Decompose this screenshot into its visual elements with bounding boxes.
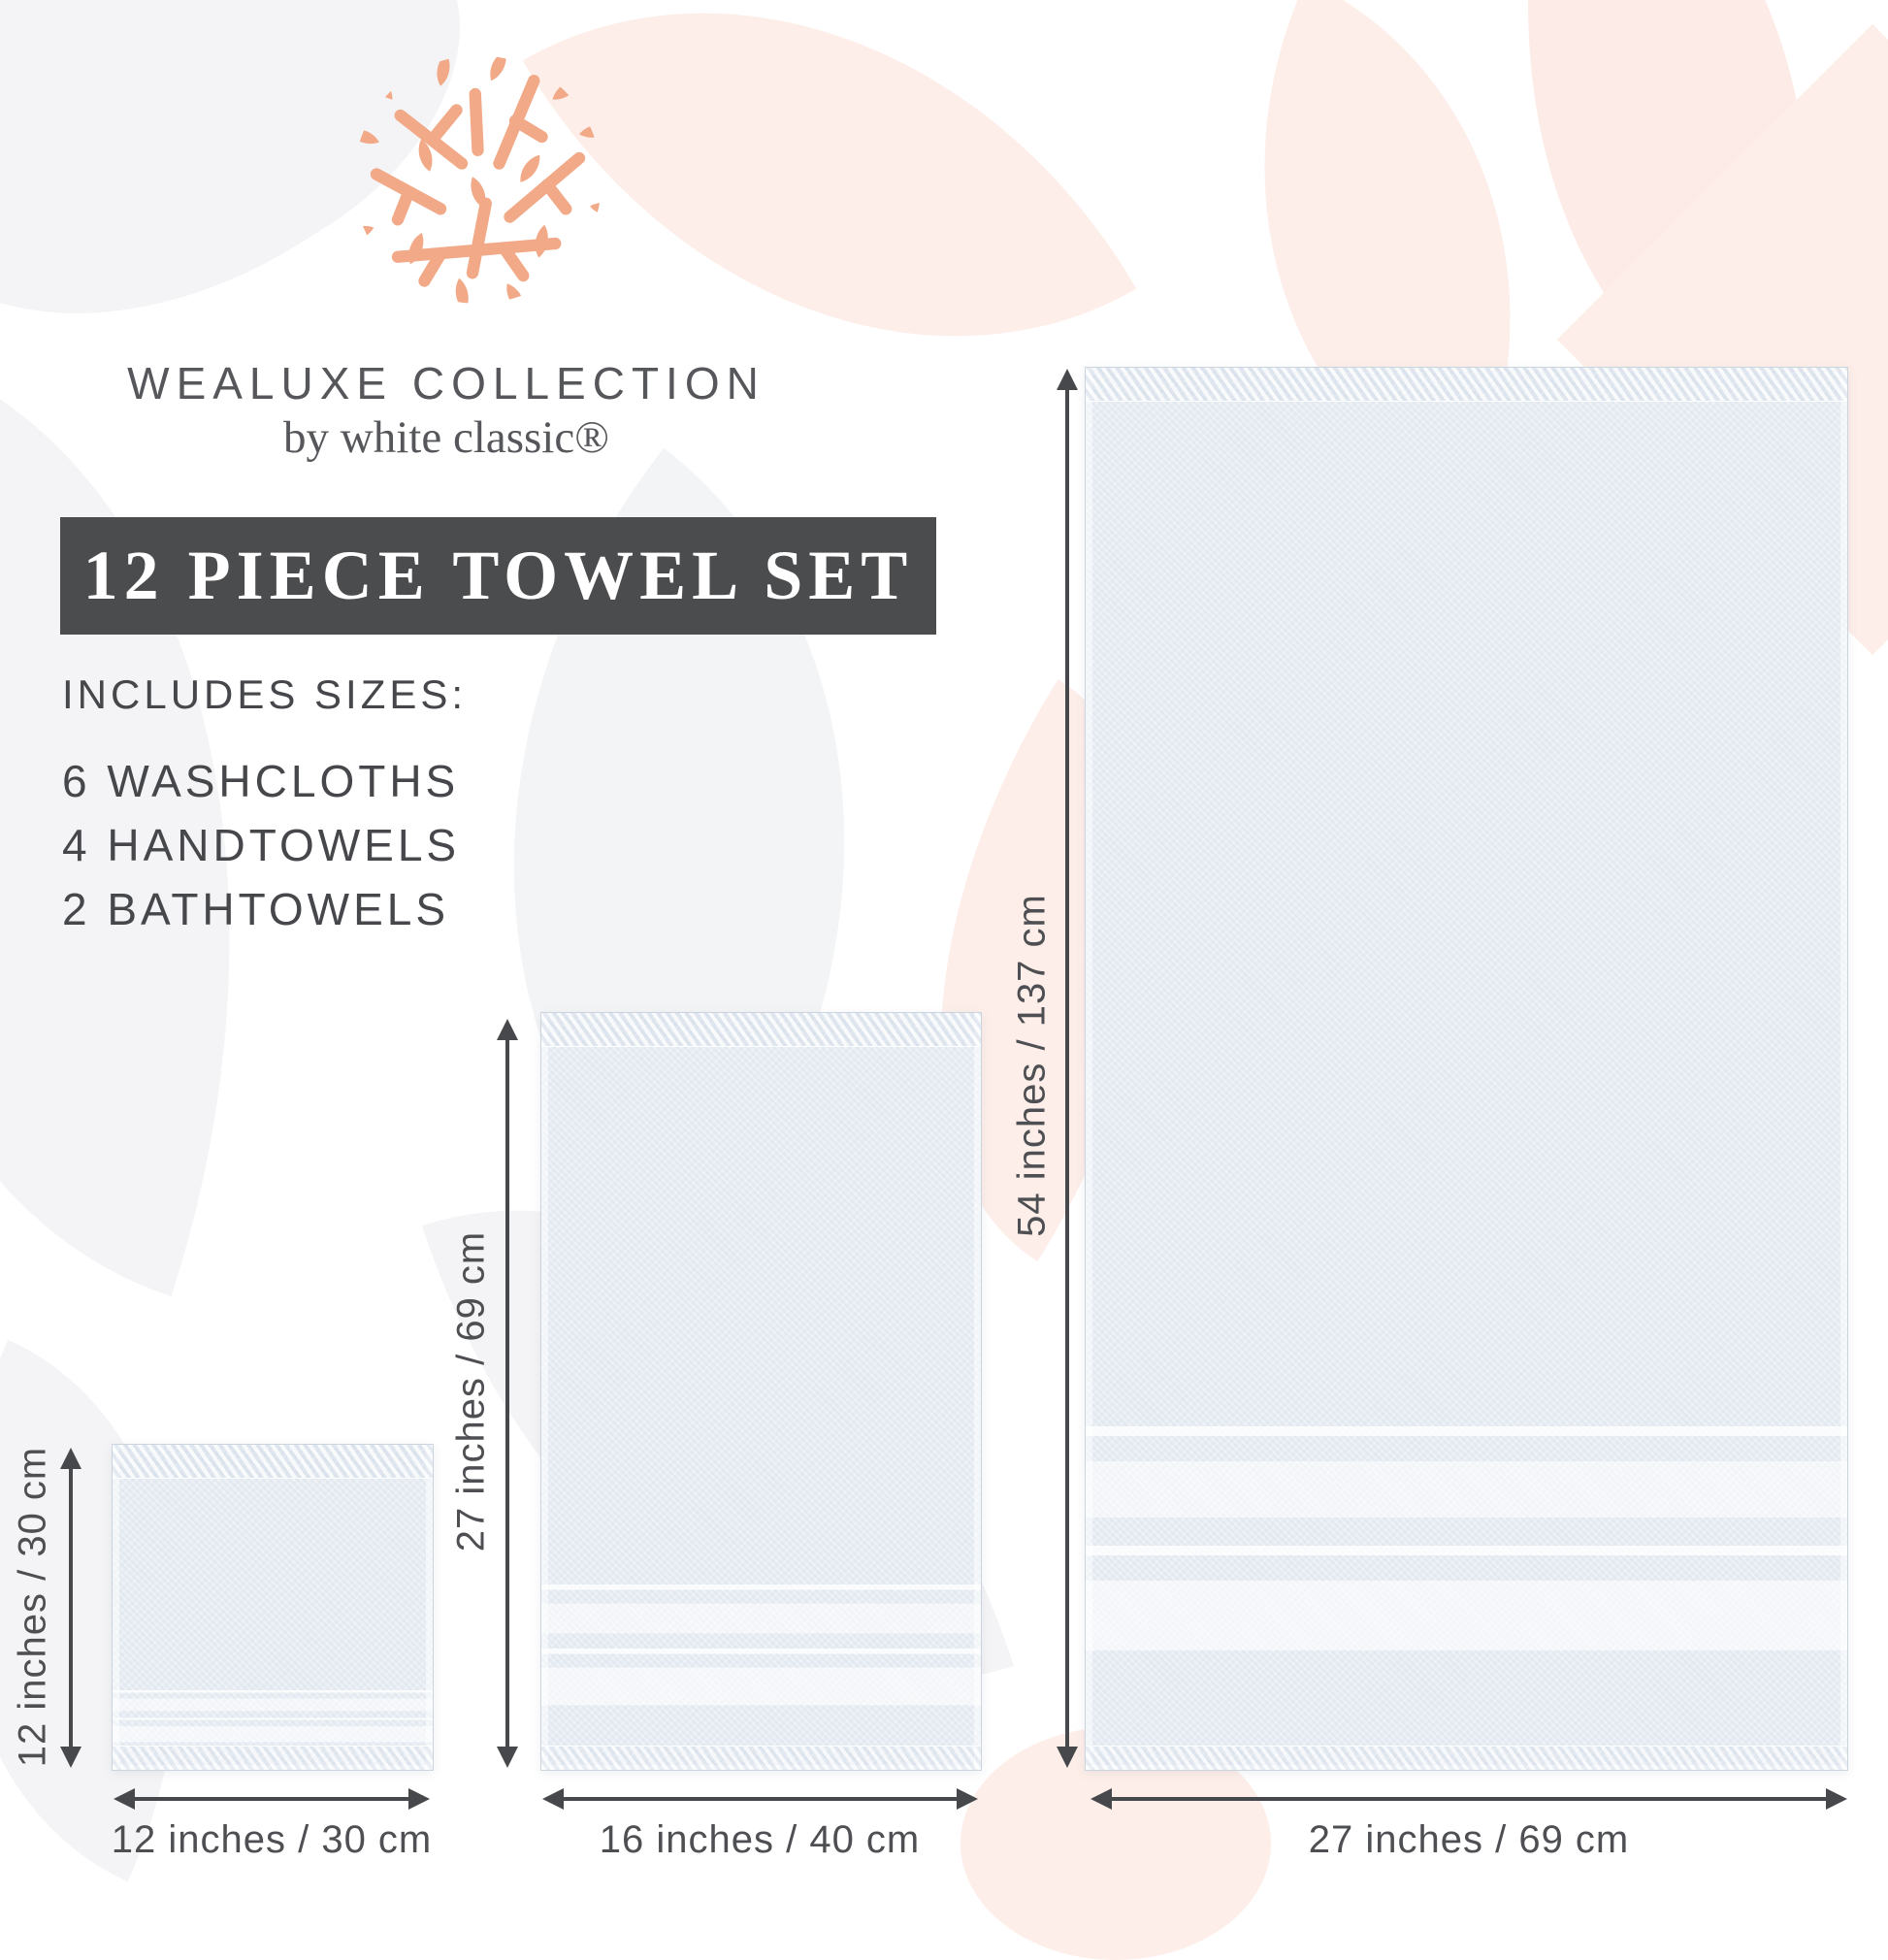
- includes-heading: INCLUDES SIZES:: [62, 671, 468, 717]
- collection-title: WEALUXE COLLECTION: [127, 358, 765, 408]
- list-item-bathtowels: 2 BATHTOWELS: [62, 884, 450, 934]
- towel-set-banner: [60, 517, 936, 635]
- washcloth-width-label: 12 inches / 30 cm: [111, 1818, 433, 1861]
- handtowel-height-label: 27 inches / 69 cm: [449, 1230, 493, 1552]
- washcloth-image: [112, 1444, 434, 1771]
- list-item-washcloths: 6 WASHCLOTHS: [62, 756, 460, 806]
- bathtowel-height-arrow: [1065, 388, 1069, 1748]
- brand-byline: by white classic®: [283, 412, 609, 463]
- branch-leaves-circle-icon: [344, 44, 611, 315]
- bathtowel-image: [1085, 367, 1848, 1771]
- handtowel-width-label: 16 inches / 40 cm: [599, 1818, 921, 1861]
- includes-list: [62, 749, 460, 941]
- bathtowel-height-label: 54 inches / 137 cm: [1010, 894, 1054, 1237]
- banner-title: 12 PIECE TOWEL SET: [82, 537, 914, 614]
- washcloth-height-label: 12 inches / 30 cm: [11, 1446, 54, 1768]
- handtowel-image: [540, 1012, 982, 1771]
- handtowel-height-arrow: [505, 1038, 509, 1748]
- list-item-handtowels: 4 HANDTOWELS: [62, 820, 461, 870]
- bathtowel-width-arrow: [1110, 1797, 1828, 1801]
- washcloth-height-arrow: [69, 1467, 73, 1748]
- bathtowel-width-label: 27 inches / 69 cm: [1308, 1818, 1630, 1861]
- handtowel-width-arrow: [562, 1797, 959, 1801]
- washcloth-width-arrow: [133, 1797, 410, 1801]
